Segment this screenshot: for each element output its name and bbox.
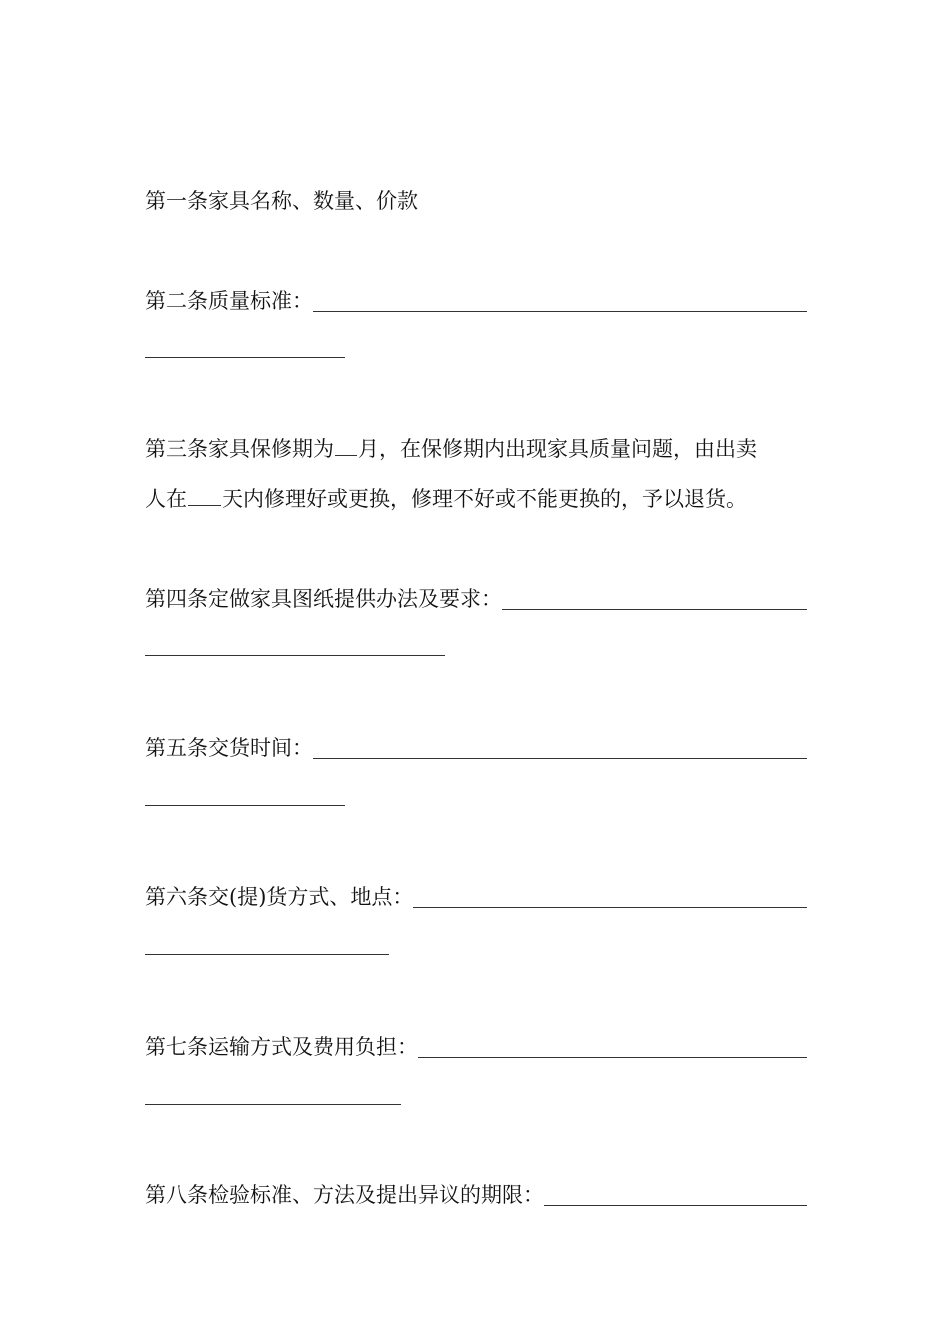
article-7-blank-continued[interactable]: [145, 1104, 401, 1105]
repair-days-blank[interactable]: [188, 504, 221, 506]
article-5-text: 第五条交货时间：: [145, 736, 313, 760]
article-4: [145, 582, 807, 616]
warranty-months-blank[interactable]: [335, 454, 357, 456]
article-2: [145, 284, 807, 318]
article-4-blank-continued[interactable]: [145, 655, 445, 656]
article-6-blank-continued[interactable]: [145, 954, 389, 955]
article-7: [145, 1030, 807, 1064]
article-5: [145, 731, 807, 765]
article-6-text: 第六条交(提)货方式、地点：: [145, 885, 414, 909]
article-4-text: 第四条定做家具图纸提供办法及要求：: [145, 587, 502, 611]
article-8-text: 第八条检验标准、方法及提出异议的期限：: [145, 1183, 544, 1207]
article-2-text: 第二条质量标准：: [145, 289, 313, 313]
article-4-blank[interactable]: [502, 609, 807, 610]
article-7-text: 第七条运输方式及费用负担：: [145, 1035, 418, 1059]
article-3-text-a: 第三条家具保修期为: [145, 437, 334, 461]
article-7-blank[interactable]: [418, 1057, 807, 1058]
article-3-text-b: 月，在保修期内出现家具质量问题，由出卖: [358, 437, 757, 461]
article-3-line-2: [145, 482, 807, 516]
article-2-blank[interactable]: [313, 311, 807, 312]
article-1: [145, 184, 807, 218]
article-1-text: 第一条家具名称、数量、价款: [145, 189, 418, 213]
article-2-blank-continued[interactable]: [145, 357, 345, 358]
article-8: [145, 1178, 807, 1212]
article-3-text-d: 天内修理好或更换，修理不好或不能更换的，予以退货。: [222, 487, 747, 511]
article-5-blank-continued[interactable]: [145, 805, 345, 806]
article-3-line-1: [145, 432, 807, 466]
article-8-blank[interactable]: [544, 1205, 807, 1206]
article-3-text-c: 人在: [145, 487, 187, 511]
article-5-blank[interactable]: [313, 758, 807, 759]
article-6-blank[interactable]: [413, 907, 807, 908]
article-6: [145, 880, 807, 914]
